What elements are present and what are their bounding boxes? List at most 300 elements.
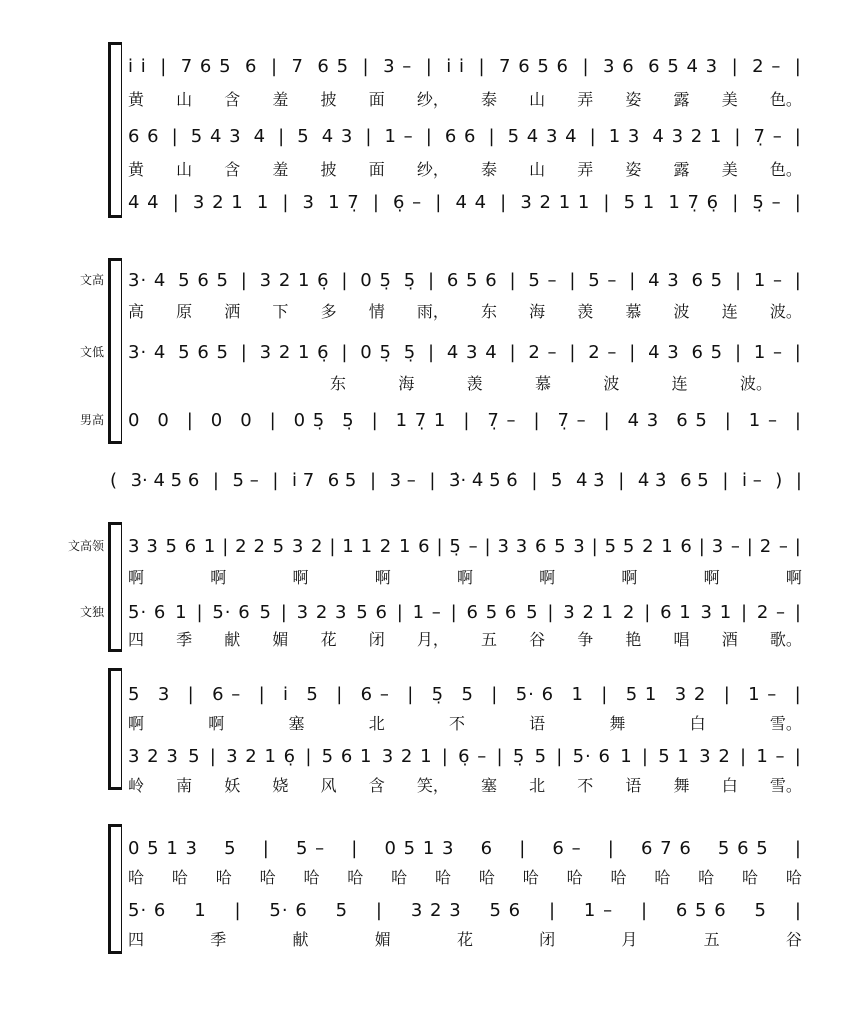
score-token: 0 5 1 3 [384, 837, 455, 859]
score-token: 季 [210, 929, 227, 949]
score-token: i̇ – [741, 469, 762, 491]
score-token: 哈 [391, 867, 408, 887]
score-token: 北 [368, 713, 385, 733]
score-token: 3· 4 5 6 [130, 469, 200, 491]
score-token: 4̇ 3̇ [637, 469, 667, 491]
score-token: 唱 [673, 629, 690, 649]
score-token: 1 [256, 191, 270, 213]
score-token: 0 5̣ [293, 409, 326, 431]
score-token: 5̣ [342, 409, 355, 431]
score-token: 风 [320, 775, 337, 795]
score-token: 哈 [742, 867, 759, 887]
barline: | [496, 745, 504, 767]
barline: | [258, 683, 266, 705]
score-token: 1 [620, 745, 633, 767]
score-token: 5 6 5 [717, 837, 769, 859]
score-token: 7 6 5 [180, 55, 232, 77]
score-token: 1 [194, 899, 207, 921]
score-token: 1 – [753, 269, 783, 291]
barline: | [186, 409, 194, 431]
score-token: 啊 [210, 567, 227, 587]
score-token: 弄 [577, 89, 594, 109]
barline: | [509, 269, 517, 291]
barline: | [519, 837, 527, 859]
score-token: 1 [175, 601, 188, 623]
score-token: 花 [320, 629, 337, 649]
barline: | [491, 683, 499, 705]
barline: | [278, 125, 286, 147]
score-token: 争 [577, 629, 594, 649]
score-token: 哈 [698, 867, 715, 887]
score-token: 5 [128, 683, 141, 705]
score-token: 啊 [539, 567, 556, 587]
score-token: 3 2 1 6̣ [259, 269, 330, 291]
barline: | [618, 469, 625, 491]
score-token: 5 – [232, 469, 259, 491]
barline: | [569, 269, 577, 291]
score-token: 5· 6 [572, 745, 611, 767]
score-token: 5 [526, 601, 539, 623]
score-token: 5 [335, 899, 349, 921]
barline: | [603, 409, 611, 431]
part-label-soprano: 文高 [79, 273, 104, 287]
barline: | [794, 409, 802, 431]
score-token: 3 2 3 [128, 745, 179, 767]
score-token: 季 [176, 629, 193, 649]
score-token: 波。 [769, 301, 802, 321]
score-token: 3 2 1 [381, 745, 433, 767]
score-token: 6 5 [680, 469, 709, 491]
score-token: i̇ i̇ [446, 55, 466, 77]
score-token: 泰 [480, 89, 497, 109]
score-token: 羡 [466, 373, 483, 393]
barline: | [734, 125, 742, 147]
score-token: 语 [625, 775, 642, 795]
score-token: 高 [128, 301, 145, 321]
score-token: 含 [224, 159, 241, 179]
lower-lyrics-line [128, 766, 802, 802]
score-token: 3 6 [603, 55, 635, 77]
part-label-solo: 文独 [79, 605, 104, 619]
score-token: 哈 [347, 867, 364, 887]
barline: | [531, 469, 538, 491]
score-token: 啊 [292, 567, 309, 587]
barline: | [425, 125, 433, 147]
score-token: 谷 [529, 629, 546, 649]
score-token: 6̣ – [392, 191, 423, 213]
score-token: i̇ [283, 683, 290, 705]
score-token: 五 [480, 629, 497, 649]
score-token: 5 – [528, 269, 558, 291]
barline: | [734, 341, 743, 363]
barline: | [441, 745, 449, 767]
score-token: 2 [235, 535, 248, 557]
score-token: 5 1 [658, 745, 690, 767]
barline: | [722, 469, 729, 491]
score-token: 含 [224, 89, 241, 109]
barline: | [500, 191, 508, 213]
score-token: ( [110, 469, 118, 491]
score-token: 啊 [128, 567, 145, 587]
barline: | [222, 535, 230, 557]
score-token: 谷 [785, 929, 802, 949]
score-system-2 [0, 250, 862, 450]
score-token: 2 5 3 2 [253, 535, 324, 557]
score-token: 面 [368, 89, 385, 109]
barline: | [305, 745, 313, 767]
barline: | [171, 125, 179, 147]
score-token: 语 [529, 713, 546, 733]
score-token: 5 1 [625, 683, 658, 705]
score-token: 5 [188, 745, 201, 767]
score-token: 5 [604, 535, 618, 557]
score-token: 6 5 [676, 409, 708, 431]
barline: | [794, 601, 802, 623]
score-token: 美 [721, 89, 738, 109]
score-token: 波 [603, 373, 620, 393]
barline: | [329, 535, 337, 557]
tenor-notes-line [128, 184, 802, 220]
score-token: 3· 4 [128, 269, 167, 291]
score-token: 月， [416, 629, 449, 649]
score-token: 5̣ – [752, 191, 782, 213]
barline: | [547, 601, 555, 623]
score-token: 波 [673, 301, 690, 321]
score-token: 3 2 3 [296, 601, 348, 623]
barline: | [731, 55, 739, 77]
score-token: 5 6 1 [321, 745, 373, 767]
score-token: 东 [480, 301, 497, 321]
score-token: 雪。 [769, 713, 802, 733]
score-token: 1 – [583, 899, 614, 921]
barline: | [740, 601, 749, 623]
score-token: 5̇ [550, 469, 563, 491]
score-token: 6 – [212, 683, 242, 705]
score-token: 6 – [552, 837, 582, 859]
score-token: 1 – [748, 683, 778, 705]
score-token: 6 7 6 [640, 837, 692, 859]
barline: | [187, 683, 195, 705]
score-token: 舞 [609, 713, 626, 733]
barline: | [371, 409, 379, 431]
score-token: 3̇· 4̇ 5̇ 6̇ [449, 469, 518, 491]
score-token: 2 – [759, 535, 789, 557]
barline: | [282, 191, 290, 213]
score-token: 3 2 1 6̣ [259, 341, 330, 363]
score-token: 5· 6 [515, 683, 555, 705]
score-token: 哈 [215, 867, 232, 887]
part-label-soprano-lead: 文高领 [67, 539, 104, 553]
score-token: 花 [456, 929, 473, 949]
barline: | [629, 341, 637, 363]
score-token: 5 [754, 899, 767, 921]
score-token: 5 1 [623, 191, 656, 213]
score-token: 哈 [654, 867, 671, 887]
barline: | [548, 899, 557, 921]
barline: | [270, 55, 279, 77]
score-token: 3 2 [674, 683, 707, 705]
score-token: 5 4 3 [190, 125, 242, 147]
score-token: 3 1 [700, 601, 733, 623]
score-token: 连 [721, 301, 738, 321]
barline: | [212, 469, 219, 491]
barline: | [591, 535, 599, 557]
barline: | [336, 683, 344, 705]
barline: | [240, 269, 248, 291]
score-token: 1 7̣ 6̣ [668, 191, 720, 213]
soprano-notes-line [128, 48, 802, 84]
score-token: 4 3 [321, 125, 354, 147]
score-token: 啊 [208, 713, 225, 733]
score-token: 0 [128, 409, 141, 431]
score-token: 羡 [577, 301, 594, 321]
score-token: 1 – [753, 341, 783, 363]
score-token: 羞 [272, 89, 289, 109]
score-token: 1 3 [608, 125, 641, 147]
barline: | [234, 899, 242, 921]
score-token: ) [775, 469, 783, 491]
score-token: 3 – [389, 469, 416, 491]
score-token: 连 [671, 373, 688, 393]
barline: | [196, 601, 204, 623]
score-token: 塞 [288, 713, 305, 733]
score-token: 6 5 6 [675, 899, 727, 921]
score-token: i̇ i̇ [128, 55, 147, 77]
score-token: 洒 [224, 301, 241, 321]
score-token: 4 3 4 [446, 341, 498, 363]
upper-lyrics-line [128, 858, 802, 894]
score-token: 哈 [128, 867, 145, 887]
score-token: 慕 [625, 301, 642, 321]
score-token: 3 2 3 [410, 899, 462, 921]
score-token: 哈 [259, 867, 276, 887]
score-token: 0 5̣ [360, 341, 392, 363]
barline: | [351, 837, 359, 859]
score-token: 6 1 [660, 601, 692, 623]
score-token: 4 3 [648, 269, 680, 291]
part-label-tenor: 男高 [79, 413, 104, 427]
score-token: 啊 [703, 567, 720, 587]
barline: | [746, 535, 754, 557]
score-token: 羞 [272, 159, 289, 179]
score-token: 慕 [534, 373, 551, 393]
barline: | [509, 341, 517, 363]
barline: | [582, 55, 590, 77]
score-token: 妖 [224, 775, 241, 795]
score-token: 哈 [171, 867, 188, 887]
barline: | [607, 837, 615, 859]
score-token: 5 – [588, 269, 618, 291]
score-system-3 [0, 516, 862, 656]
score-token: 7 [291, 55, 304, 77]
score-token: 1 7̣ 1 [395, 409, 447, 431]
score-token: 献 [224, 629, 241, 649]
score-token: 5· 6 [128, 899, 167, 921]
score-token: 5̣ [403, 269, 417, 291]
score-token: 哈 [610, 867, 627, 887]
barline: | [734, 269, 743, 291]
score-token: 纱， [416, 159, 449, 179]
score-token: 啊 [621, 567, 638, 587]
score-token: 1 – [748, 409, 778, 431]
score-token: 1 – [384, 125, 414, 147]
barline: | [427, 341, 436, 363]
score-token: 泰 [480, 159, 497, 179]
barline: | [450, 601, 458, 623]
barline: | [698, 535, 706, 557]
score-token: 山 [529, 89, 546, 109]
score-token: 6 5 [317, 55, 350, 77]
score-token: 姿 [625, 89, 642, 109]
score-token: 5 6 5 [178, 341, 229, 363]
score-token: 4 3 [627, 409, 660, 431]
score-token: 含 [368, 775, 385, 795]
score-token: 啊 [785, 567, 802, 587]
score-system-1 [0, 36, 862, 220]
score-token: 披 [320, 159, 337, 179]
score-token: 媚 [374, 929, 391, 949]
barline: | [589, 125, 597, 147]
barline: | [172, 191, 180, 213]
barline: | [556, 745, 564, 767]
score-token: 6 6 [444, 125, 477, 147]
score-token: 色。 [769, 89, 802, 109]
score-token: 1 [342, 535, 355, 557]
score-token: 5 6 [489, 899, 522, 921]
barline: | [269, 409, 277, 431]
score-token: 4 [253, 125, 267, 147]
score-token: 献 [292, 929, 309, 949]
score-token: 5̣ [431, 683, 445, 705]
score-token: 披 [320, 89, 337, 109]
score-token: 5· 6 [269, 899, 308, 921]
barline: | [794, 341, 802, 363]
barline: | [262, 837, 270, 859]
score-token: 3 2 1 [563, 601, 615, 623]
score-token: 6 5 6 [466, 601, 518, 623]
score-token: 酒 [721, 629, 738, 649]
alto-lyrics-line [330, 364, 772, 400]
score-token: 4 4 [128, 191, 160, 213]
barline: | [723, 683, 731, 705]
score-token: 1 – [412, 601, 442, 623]
barline: | [794, 683, 802, 705]
score-token: 2 – [756, 601, 787, 623]
barline: | [362, 55, 370, 77]
barline: | [644, 601, 652, 623]
score-system-4 [0, 662, 862, 795]
score-token: 白 [689, 713, 706, 733]
score-token: 0 [240, 409, 253, 431]
barline: | [396, 601, 404, 623]
score-token: 美 [721, 159, 738, 179]
score-token: 色。 [769, 159, 802, 179]
score-token: 5 4 3 4 [507, 125, 578, 147]
score-token: 3 – [711, 535, 741, 557]
score-token: 1 7̣ [328, 191, 360, 213]
tenor-notes-line [128, 402, 802, 438]
barline: | [341, 341, 349, 363]
score-token: 5 [461, 683, 474, 705]
score-token: 白 [721, 775, 738, 795]
score-token: 北 [529, 775, 546, 795]
barline: | [478, 55, 486, 77]
barline: | [369, 469, 377, 491]
score-token: 5̣ – [449, 535, 479, 557]
score-token: 3 5 6 1 [146, 535, 217, 557]
score-token: 雨， [416, 301, 449, 321]
score-token: 7̣ – [487, 409, 517, 431]
score-token: 海 [529, 301, 546, 321]
barline: | [463, 409, 471, 431]
score-token: 笑， [416, 775, 449, 795]
score-token: 5 [297, 125, 310, 147]
score-token: 3 2 1 [192, 191, 244, 213]
score-token: 露 [673, 89, 690, 109]
score-system-5 [0, 818, 862, 958]
score-token: 0 [157, 409, 170, 431]
barline: | [375, 899, 383, 921]
barline: | [603, 191, 611, 213]
score-token: 月 [621, 929, 638, 949]
score-token: 姿 [625, 159, 642, 179]
barline: | [365, 125, 373, 147]
score-token: 闭 [539, 929, 556, 949]
score-token: 6 5 [691, 269, 724, 291]
score-token: 6̣ – [458, 745, 488, 767]
score-token: 0 5 1 3 [128, 837, 198, 859]
barline: | [436, 535, 444, 557]
score-token: 塞 [480, 775, 497, 795]
score-token: 山 [176, 159, 193, 179]
barline: | [569, 341, 577, 363]
score-token: 不 [448, 713, 465, 733]
barline: | [425, 55, 433, 77]
score-token: 0 5̣ [360, 269, 392, 291]
score-token: 6 [245, 55, 258, 77]
score-token: 1 – [756, 745, 786, 767]
score-token: 0 [210, 409, 224, 431]
score-token: 啊 [374, 567, 391, 587]
barline: | [427, 269, 436, 291]
soprano-lyrics-line [128, 80, 802, 116]
score-token: 7̣ – [753, 125, 783, 147]
score-token: i̇ 7 [291, 469, 315, 491]
score-token: 哈 [435, 867, 452, 887]
score-token: 4 3 2 1 [652, 125, 723, 147]
score-token: 五 [703, 929, 720, 949]
barline: | [488, 125, 496, 147]
score-token: 3 6 5 3 [515, 535, 586, 557]
barline: | [160, 55, 168, 77]
score-token: 3 [157, 683, 171, 705]
score-token: 情 [368, 301, 385, 321]
score-token: 闭 [368, 629, 385, 649]
score-token: 1 [571, 683, 584, 705]
score-token: 哈 [303, 867, 320, 887]
score-token: 下 [272, 301, 289, 321]
barline: | [794, 55, 802, 77]
score-token: 5· 6 [212, 601, 251, 623]
score-token: 波。 [739, 373, 772, 393]
soprano-lyrics-line [128, 292, 802, 328]
barline: | [435, 191, 443, 213]
score-token: 4̇ 3̇ [576, 469, 605, 491]
barline: | [740, 745, 748, 767]
barline: | [794, 125, 802, 147]
upper-lyrics-line [128, 704, 802, 740]
barline: | [533, 409, 541, 431]
